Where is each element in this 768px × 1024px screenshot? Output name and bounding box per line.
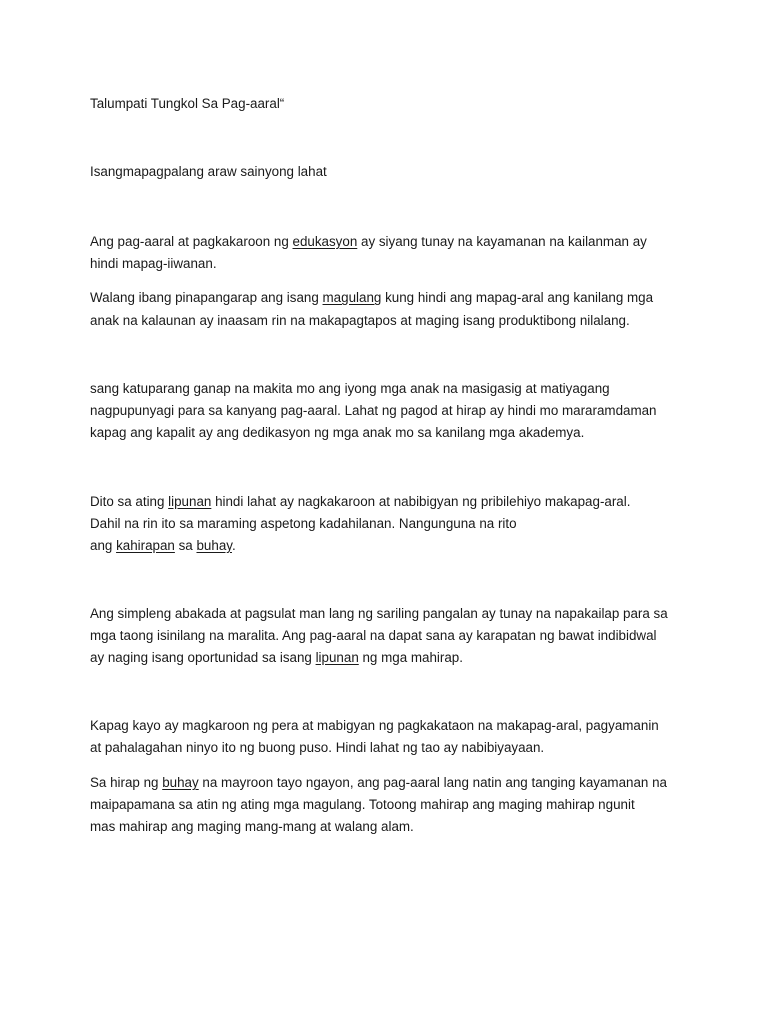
- paragraph-5-line-1: Ang simpleng abakada at pagsulat man lang ng sariling pangalan ay tunay na napakailap para sa: [90, 606, 668, 621]
- text-run: kung hindi ang mapag-aral ang kanilang mga: [381, 290, 654, 305]
- link-edukasyon[interactable]: edukasyon: [292, 234, 358, 249]
- text-run: .: [231, 538, 236, 553]
- paragraph-1-line-1: [90, 233, 647, 251]
- text-run: ng mga mahirap.: [358, 650, 463, 665]
- paragraph-7-line-1: [90, 774, 667, 792]
- text-run: na mayroon tayo ngayon, ang pag-aaral lang natin ang tanging kayamanan na: [198, 775, 667, 790]
- greeting: Isangmapagpalang araw sainyong lahat: [90, 164, 327, 179]
- text-run: Walang ibang pinapangarap ang isang: [90, 290, 323, 305]
- link-magulang[interactable]: magulang: [322, 290, 382, 305]
- paragraph-6-line-1: Kapag kayo ay magkaroon ng pera at mabigyan ng pagkakataon na makapag-aral, pagyamanin: [90, 718, 659, 733]
- paragraph-5-line-2: mga taong isinilang na maralita. Ang pag-aaral na dapat sana ay karapatan ng bawat indibidwal: [90, 628, 657, 643]
- paragraph-3-line-1: sang katuparang ganap na makita mo ang iyong mga anak na masigasig at matiyagang: [90, 381, 610, 396]
- link-buhay[interactable]: buhay: [162, 775, 199, 790]
- link-kahirapan[interactable]: kahirapan: [116, 538, 175, 553]
- paragraph-1-line-2: hindi mapag-iiwanan.: [90, 256, 217, 271]
- document-title: Talumpati Tungkol Sa Pag-aaral“: [90, 96, 285, 111]
- text-run: Sa hirap ng: [90, 775, 163, 790]
- paragraph-3-line-3: kapag ang kapalit ay ang dedikasyon ng mga anak mo sa kanilang mga akademya.: [90, 425, 585, 440]
- paragraph-2-line-2: anak na kalaunan ay inaasam rin na makapagtapos at maging isang produktibong nilalang.: [90, 313, 630, 328]
- text-run: Ang pag-aaral at pagkakaroon ng: [90, 234, 293, 249]
- paragraph-7-line-3: mas mahirap ang maging mang-mang at walang alam.: [90, 819, 414, 834]
- text-run: Dito sa ating: [90, 494, 169, 509]
- text-run: hindi lahat ay nagkakaroon at nabibigyan ng pribilehiyo makapag-aral.: [211, 494, 631, 509]
- paragraph-2-line-1: [90, 289, 653, 307]
- text-run: sa: [174, 538, 197, 553]
- link-lipunan[interactable]: lipunan: [315, 650, 359, 665]
- link-lipunan[interactable]: lipunan: [168, 494, 212, 509]
- paragraph-6-line-2: at pahalagahan ninyo ito ng buong puso. Hindi lahat ng tao ay nabibiyayaan.: [90, 740, 545, 755]
- paragraph-4-line-2: Dahil na rin ito sa maraming aspetong kadahilanan. Nangunguna na rito: [90, 516, 517, 531]
- text-run: ay siyang tunay na kayamanan na kailanman ay: [357, 234, 647, 249]
- paragraph-4-line-1: [90, 493, 630, 511]
- paragraph-7-line-2: maipapamana sa atin ng ating mga magulang. Totoong mahirap ang maging mahirap ngunit: [90, 797, 635, 812]
- paragraph-5-line-3: [90, 649, 463, 667]
- link-buhay[interactable]: buhay: [196, 538, 232, 553]
- text-run: ay naging isang oportunidad sa isang: [90, 650, 316, 665]
- paragraph-4-line-3: [90, 537, 236, 555]
- text-run: ang: [90, 538, 117, 553]
- paragraph-3-line-2: nagpupunyagi para sa kanyang pag-aaral. Lahat ng pagod at hirap ay hindi mo mararamdaman: [90, 403, 657, 418]
